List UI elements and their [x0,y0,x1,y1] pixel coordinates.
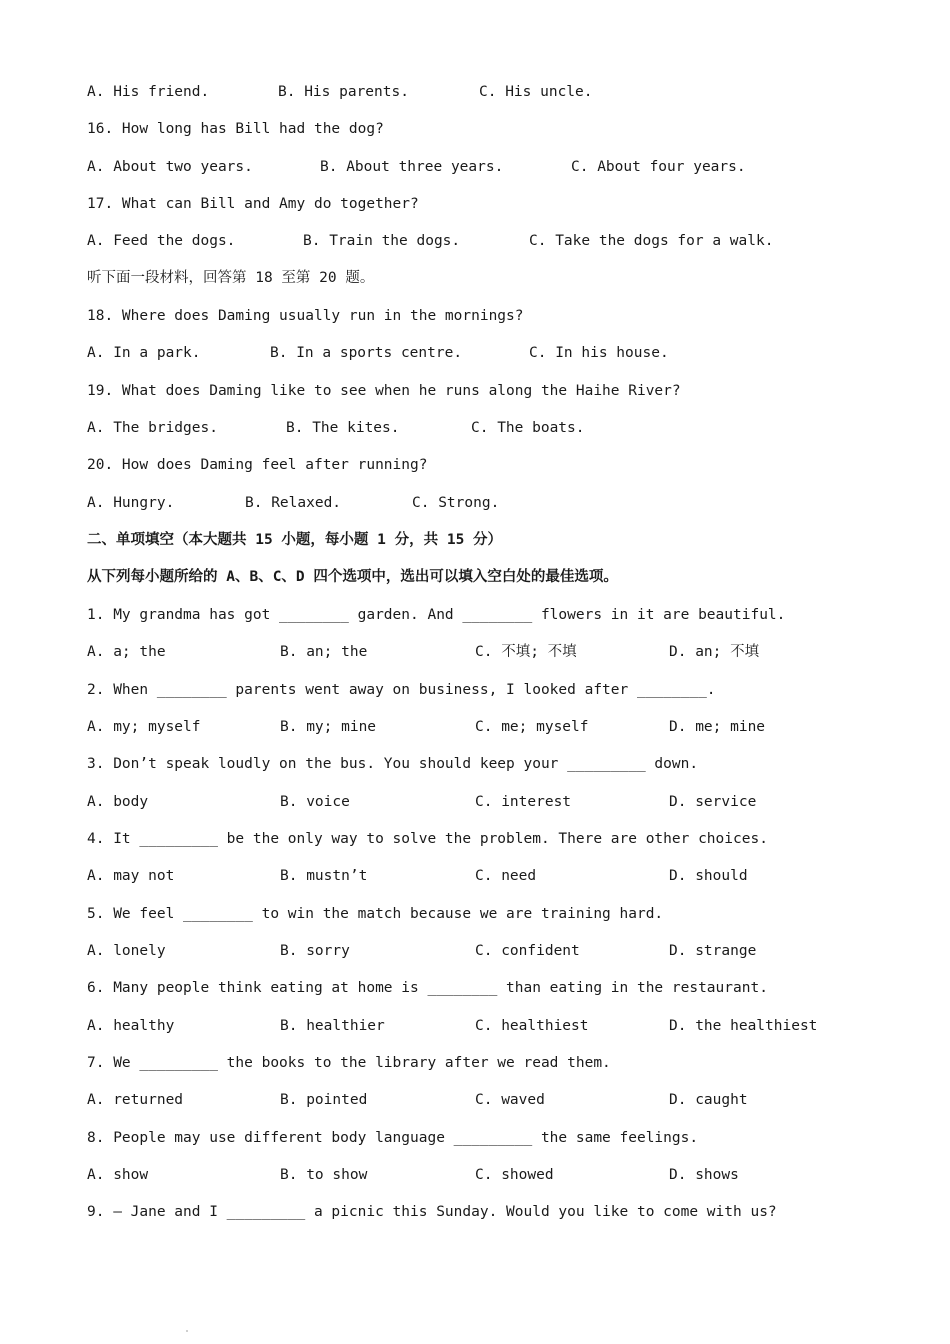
options-q17 [87,229,867,253]
options-mc2 [87,715,867,739]
option-b: B. an; the [280,644,368,660]
option-b: B. The kites. [286,420,400,436]
page-footer-mark [186,1330,188,1332]
option-a: A. lonely [87,943,166,959]
options-mc6 [87,1014,867,1038]
option-c: C. In his house. [529,345,669,361]
option-a: A. a; the [87,644,166,660]
question-17: 17. What can Bill and Amy do together? [87,196,419,212]
option-a: A. His friend. [87,84,210,100]
options-mc3 [87,790,867,814]
option-b: B. my; mine [280,719,377,735]
option-d: D. caught [669,1092,748,1108]
mc-question-6: 6. Many people think eating at home is ________ than eating in the restaurant. [87,980,768,996]
option-c: C. showed [475,1167,554,1183]
options-q18 [87,341,867,365]
question-16: 16. How long has Bill had the dog? [87,121,384,137]
option-c: C. me; myself [475,719,589,735]
options-mc4 [87,864,867,888]
option-b: B. In a sports centre. [270,345,463,361]
mc-question-1: 1. My grandma has got ________ garden. And ________ flowers in it are beautiful. [87,607,786,623]
option-a: A. Hungry. [87,495,175,511]
question-20: 20. How does Daming feel after running? [87,457,428,473]
option-c: C. confident [475,943,580,959]
options-mc1 [87,640,867,664]
option-a: A. The bridges. [87,420,218,436]
mc-question-3: 3. Don’t speak loudly on the bus. You should keep your _________ down. [87,756,699,772]
option-d: D. shows [669,1167,739,1183]
option-c: C. interest [475,794,572,810]
option-a: A. healthy [87,1018,175,1034]
question-19: 19. What does Daming like to see when he runs along the Haihe River? [87,383,681,399]
mc-question-7: 7. We _________ the books to the library after we read them. [87,1055,611,1071]
options-q15 [87,80,867,104]
option-c: C. His uncle. [479,84,593,100]
option-a: A. returned [87,1092,184,1108]
option-a: A. Feed the dogs. [87,233,236,249]
options-mc8 [87,1163,867,1187]
option-b: B. His parents. [278,84,409,100]
option-b: B. to show [280,1167,368,1183]
question-18: 18. Where does Daming usually run in the mornings? [87,308,524,324]
option-a: A. body [87,794,149,810]
option-a: A. my; myself [87,719,201,735]
options-q20 [87,491,867,515]
option-a: A. show [87,1167,149,1183]
mc-question-5: 5. We feel ________ to win the match because we are training hard. [87,906,664,922]
option-b: B. Train the dogs. [303,233,461,249]
option-b: B. About three years. [320,159,504,175]
option-b: B. healthier [280,1018,385,1034]
options-q16 [87,155,867,179]
option-d: D. me; mine [669,719,766,735]
mc-question-2: 2. When ________ parents went away on business, I looked after ________. [87,682,716,698]
option-b: B. Relaxed. [245,495,342,511]
option-c: C. Take the dogs for a walk. [529,233,774,249]
option-d: D. service [669,794,757,810]
option-c: C. 不填; 不填 [475,644,577,660]
option-a: A. In a park. [87,345,201,361]
option-b: B. pointed [280,1092,368,1108]
option-d: D. an; 不填 [669,644,760,660]
option-c: C. The boats. [471,420,585,436]
option-c: C. need [475,868,537,884]
option-b: B. sorry [280,943,350,959]
options-mc5 [87,939,867,963]
section-directions: 从下列每小题所给的 A、B、C、D 四个选项中，选出可以填入空白处的最佳选项。 [87,569,618,585]
option-c: C. waved [475,1092,545,1108]
mc-question-8: 8. People may use different body language _________ the same feelings. [87,1130,699,1146]
option-a: A. may not [87,868,175,884]
option-d: D. should [669,868,748,884]
option-d: D. the healthiest [669,1018,818,1034]
section-heading: 二、单项填空（本大题共 15 小题，每小题 1 分，共 15 分） [87,532,503,548]
option-c: C. Strong. [412,495,500,511]
option-a: A. About two years. [87,159,253,175]
option-c: C. healthiest [475,1018,589,1034]
section-instruction: 听下面一段材料，回答第 18 至第 20 题。 [87,270,375,286]
option-b: B. mustn’t [280,868,368,884]
mc-question-4: 4. It _________ be the only way to solve the problem. There are other choices. [87,831,768,847]
options-mc7 [87,1088,867,1112]
option-c: C. About four years. [571,159,746,175]
mc-question-9: 9. — Jane and I _________ a picnic this Sunday. Would you like to come with us? [87,1204,777,1220]
option-d: D. strange [669,943,757,959]
option-b: B. voice [280,794,350,810]
options-q19 [87,416,867,440]
